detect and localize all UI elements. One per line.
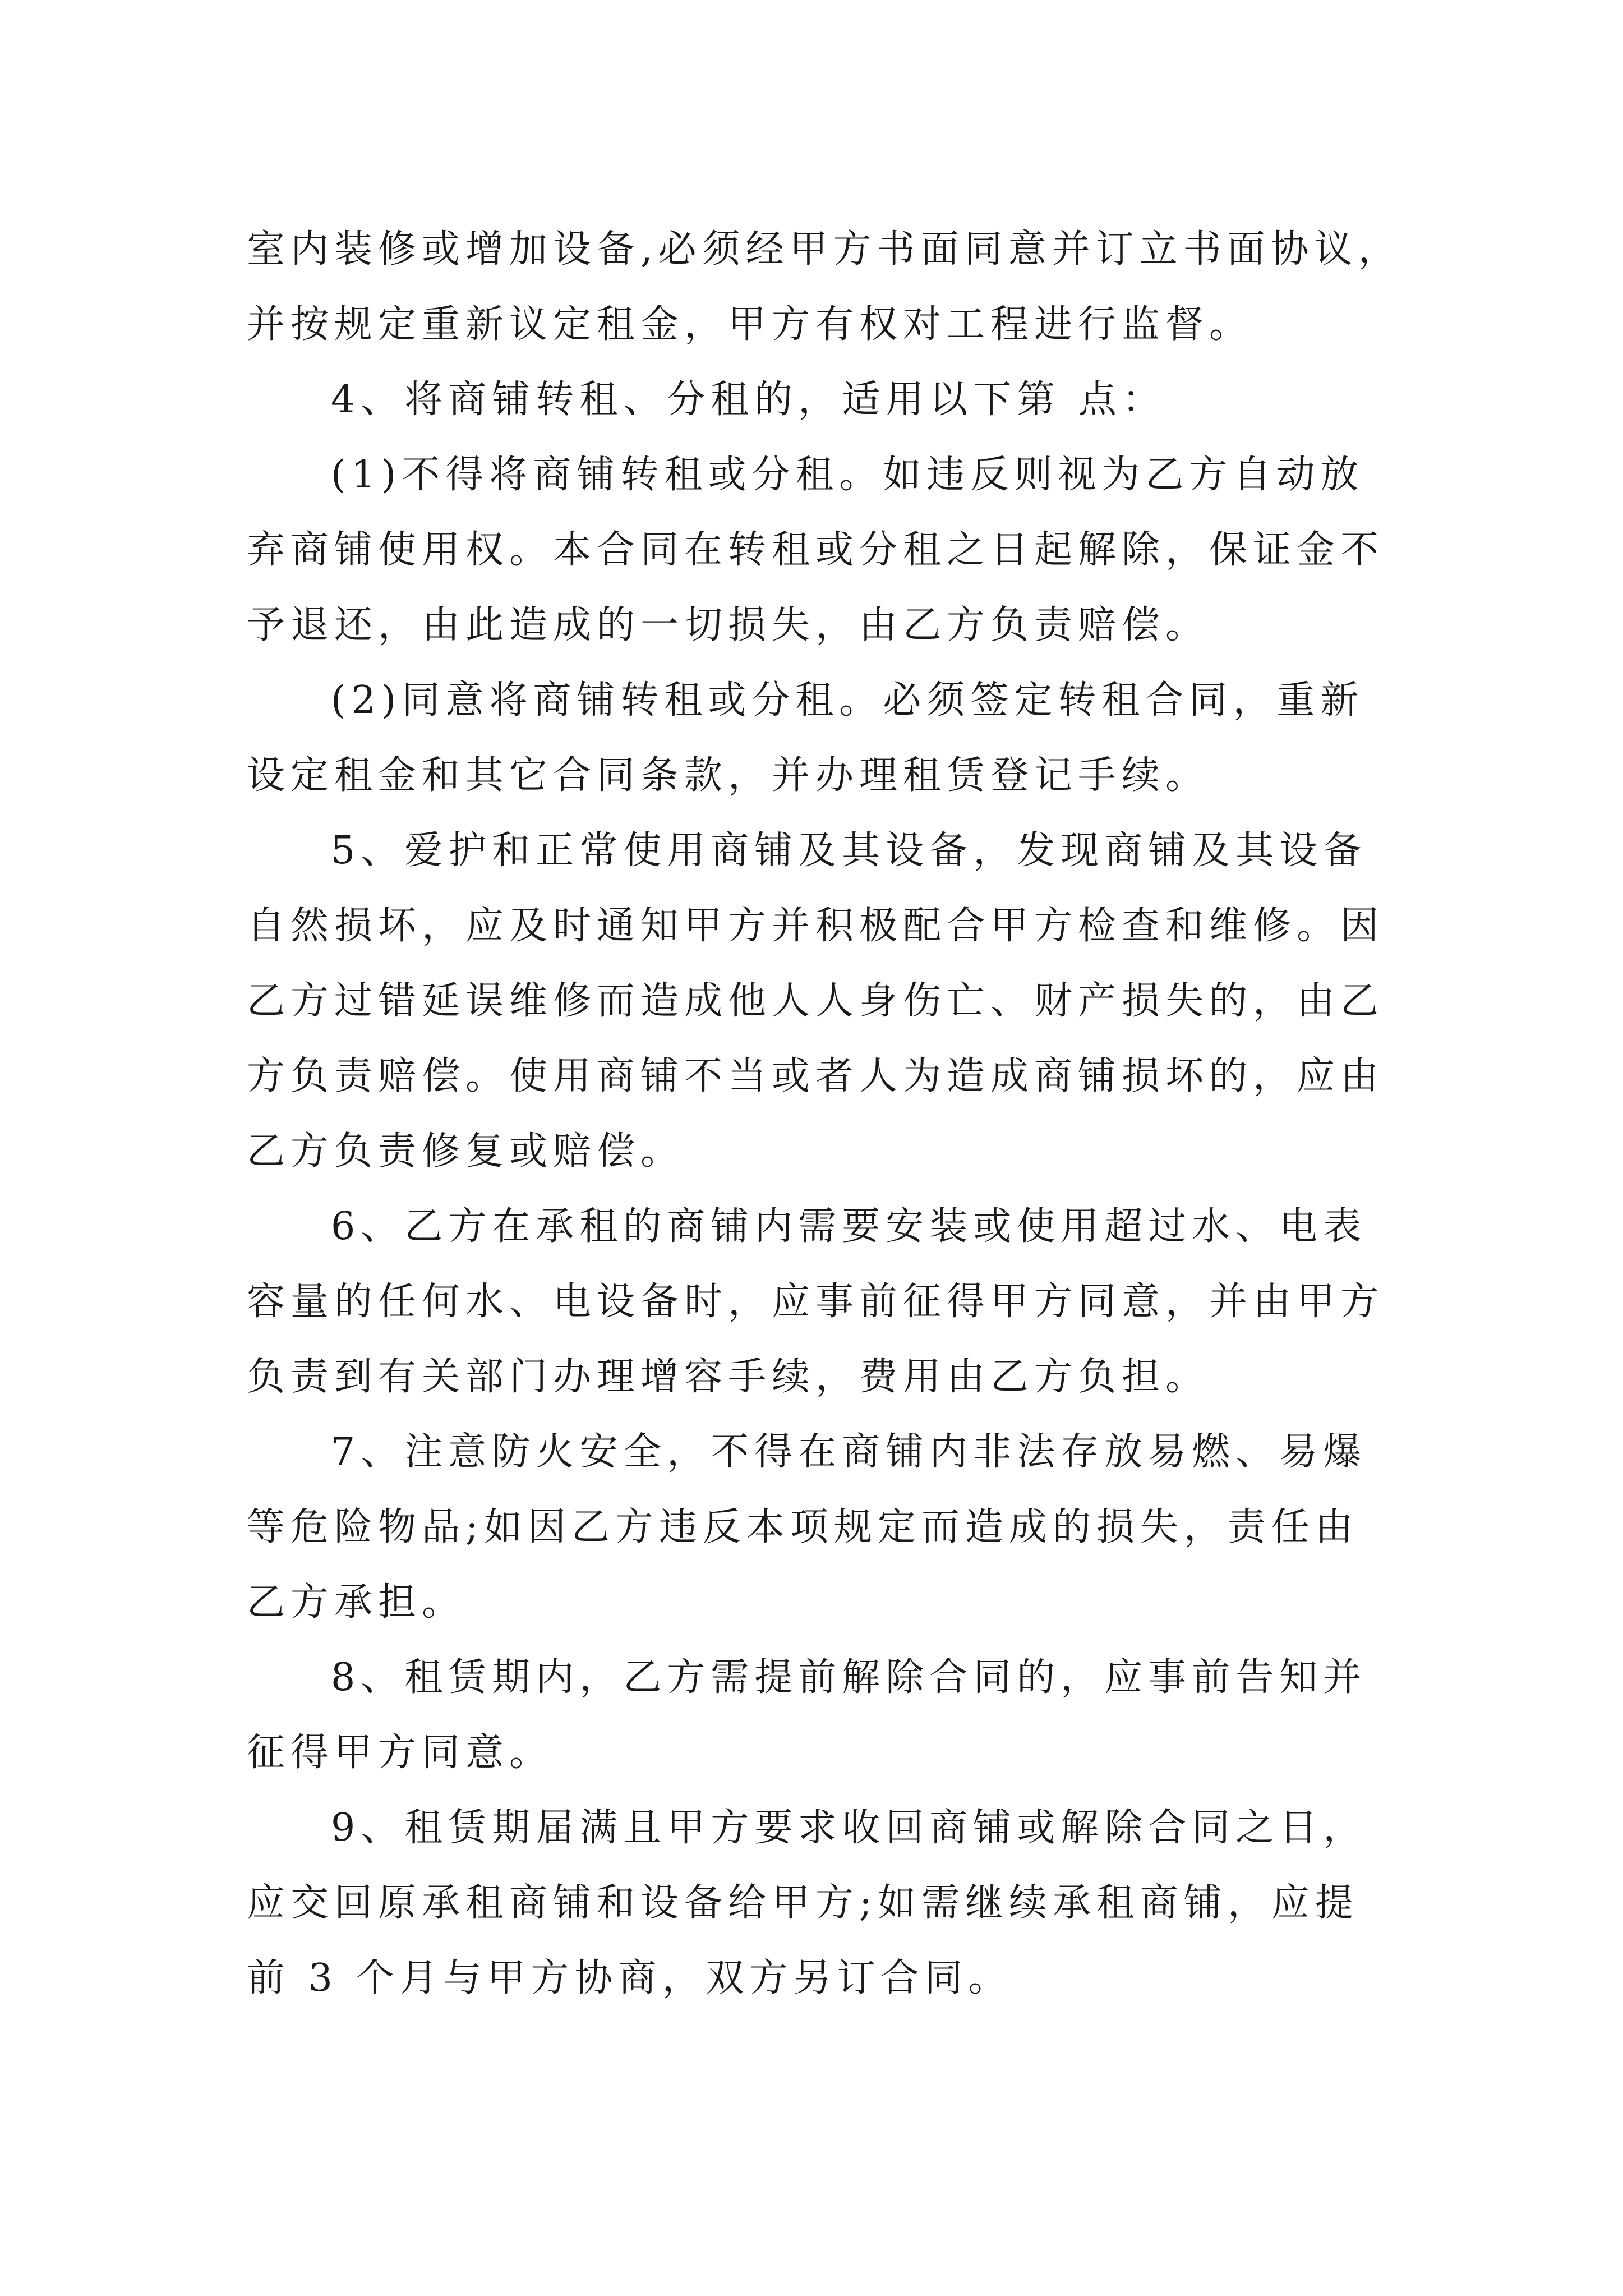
subclause-2-line: (2)同意将商铺转租或分租。必须签定转租合同，重新 [331, 678, 1364, 723]
text-line: 乙方过错延误维修而造成他人人身伤亡、财产损失的，由乙 [247, 979, 1385, 1023]
text-line: 方负责赔偿。使用商铺不当或者人为造成商铺损坏的，应由 [247, 1054, 1385, 1098]
text-line: 负责到有关部门办理增容手续，费用由乙方负担。 [247, 1355, 1210, 1399]
clause-4-line: 4、将商铺转租、分租的，适用以下第 点： [331, 378, 1166, 422]
text-line: 容量的任何水、电设备时，应事前征得甲方同意，并由甲方 [247, 1280, 1385, 1324]
clause-6-line: 6、乙方在承租的商铺内需要安装或使用超过水、电表 [331, 1204, 1367, 1249]
text-line: 应交回原承租商铺和设备给甲方;如需继续承租商铺，应提 [247, 1881, 1359, 1925]
text-line: 乙方承担。 [247, 1580, 466, 1625]
text-line: 室内装修或增加设备,必须经甲方书面同意并订立书面协议， [247, 227, 1402, 272]
clause-7-line: 7、注意防火安全，不得在商铺内非法存放易燃、易爆 [331, 1430, 1367, 1474]
clause-9-line: 9、租赁期届满且甲方要求收回商铺或解除合同之日， [331, 1806, 1367, 1850]
clause-5-line: 5、爱护和正常使用商铺及其设备，发现商铺及其设备 [331, 829, 1367, 873]
text-line: 予退还，由此造成的一切损失，由乙方负责赔偿。 [247, 603, 1210, 647]
text-line: 等危险物品;如因乙方违反本项规定而造成的损失，责任由 [247, 1505, 1359, 1549]
text-line: 并按规定重新议定租金，甲方有权对工程进行监督。 [247, 302, 1253, 347]
subclause-1-line: (1)不得将商铺转租或分租。如违反则视为乙方自动放 [331, 453, 1364, 497]
text-line: 前 3 个月与甲方协商，双方另订合同。 [247, 1956, 1012, 2000]
document-body [247, 212, 1402, 2016]
text-line: 自然损坏，应及时通知甲方并积极配合甲方检查和维修。因 [247, 904, 1385, 948]
text-line: 乙方负责修复或赔偿。 [247, 1129, 685, 1174]
text-line: 设定租金和其它合同条款，并办理租赁登记手续。 [247, 753, 1210, 798]
text-line: 弃商铺使用权。本合同在转租或分租之日起解除，保证金不 [247, 528, 1385, 572]
clause-8-line: 8、租赁期内，乙方需提前解除合同的，应事前告知并 [331, 1655, 1367, 1700]
text-line: 征得甲方同意。 [247, 1731, 554, 1775]
